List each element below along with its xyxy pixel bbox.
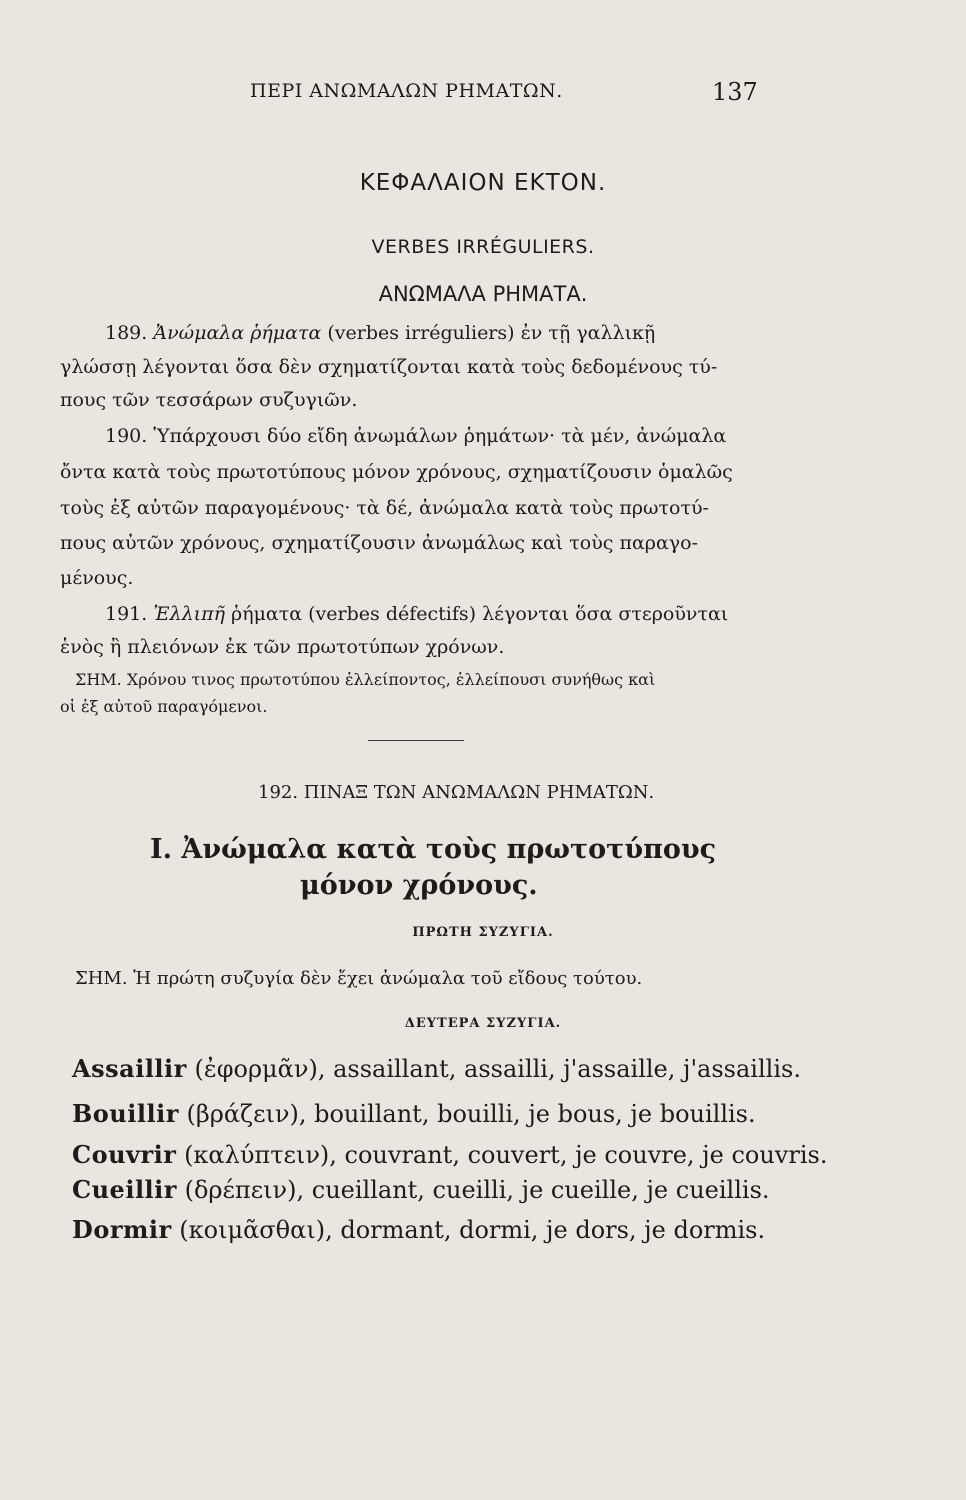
first-conjugation-note: ΣΗΜ. Ἡ πρώτη συζυγία δὲν ἔχει ἀνώμαλα τοῦ εἴδους τούτου. — [75, 968, 643, 989]
verb-forms: (δρέπειν), cueillant, cueilli, je cueille, je cueillis. — [184, 1176, 770, 1204]
divider — [368, 740, 464, 741]
section-190-line-2: ὄντα κατὰ τοὺς πρωτοτύπους μόνον χρόνους, σχηματίζουσιν ὁμαλῶς — [60, 461, 733, 483]
verb-infinitive: Assaillir — [72, 1054, 187, 1083]
section-number: 191. — [105, 603, 148, 625]
section-190-line-3: τοὺς ἐξ αὐτῶν παραγομένους· τὰ δέ, ἀνώμαλα κατὰ τοὺς πρωτοτύ- — [60, 497, 709, 519]
second-conjugation-heading: ΔΕΥΤΕΡΑ ΣΥΖΥΓΙΑ. — [404, 1016, 562, 1031]
verb-forms: (κοιμᾶσθαι), dormant, dormi, je dors, je dormis. — [179, 1216, 766, 1244]
defined-term: ῥήματα — [250, 322, 322, 344]
note-line-1: ΣΗΜ. Χρόνου τινος πρωτοτύπου ἐλλείποντος, ἐλλείπουσι συνήθως καὶ — [75, 670, 656, 689]
verb-entry — [72, 1175, 770, 1204]
paragraph-text: (verbes irréguliers) ἐν τῇ γαλλικῇ — [327, 322, 656, 344]
page-number: 137 — [712, 78, 758, 106]
section-190-line-4: πους αὐτῶν χρόνους, σχηματίζουσιν ἀνωμάλως καὶ τοὺς παραγο- — [60, 532, 698, 554]
chapter-subtitle: ΑΝΩΜΑΛΑ ΡΗΜΑΤΑ. — [378, 282, 588, 306]
section-191-line-1 — [105, 603, 728, 626]
verb-infinitive: Couvrir — [72, 1140, 177, 1169]
chapter-title: ΚΕΦΑΛΑΙΟΝ ΕΚΤΟΝ. — [359, 170, 607, 196]
verb-forms: (βράζειν), bouillant, bouilli, je bous, je bouillis. — [186, 1100, 756, 1128]
section-189-line-1 — [105, 322, 655, 345]
chapter-french-title: VERBES IRRÉGULIERS. — [371, 236, 595, 258]
paragraph-text: ῥήματα (verbes défectifs) λέγονται ὅσα στεροῦνται — [231, 603, 729, 625]
verb-infinitive: Cueillir — [72, 1175, 177, 1204]
section-190-line-5: μένους. — [60, 567, 134, 589]
verb-infinitive: Bouillir — [72, 1099, 179, 1128]
verb-entry — [72, 1099, 756, 1128]
verb-infinitive: Dormir — [72, 1215, 172, 1244]
section-189-line-2: γλώσσῃ λέγονται ὅσα δὲν σχηματίζονται κατὰ τοὺς δεδομένους τύ- — [60, 356, 718, 378]
verb-entry — [72, 1054, 801, 1083]
section-190-line-1: 190. Ὑπάρχουσι δύο εἴδη ἀνωμάλων ῥημάτων· τὰ μέν, ἀνώμαλα — [105, 425, 727, 447]
section-189-line-3: πους τῶν τεσσάρων συζυγιῶν. — [60, 389, 358, 411]
first-conjugation-heading: ΠΡΩΤΗ ΣΥΖΥΓΙΑ. — [412, 925, 554, 940]
category-heading: I. Ἀνώμαλα κατὰ τοὺς πρωτοτύπους — [150, 834, 717, 865]
verb-entry — [72, 1215, 765, 1244]
category-heading-cont: μόνον χρόνους. — [300, 870, 538, 901]
section-number: 189. — [105, 322, 148, 344]
verb-entry — [72, 1140, 827, 1169]
section-191-line-2: ἑνὸς ἢ πλειόνων ἐκ τῶν πρωτοτύπων χρόνων. — [60, 636, 505, 658]
running-header: ΠΕΡΙ ΑΝΩΜΑΛΩΝ ΡΗΜΑΤΩΝ. — [250, 80, 563, 102]
verb-forms: (ἐφορμᾶν), assaillant, assailli, j'assaille, j'assaillis. — [194, 1055, 801, 1083]
defined-term: Ἀνώμαλα — [153, 322, 245, 344]
verb-forms: (καλύπτειν), couvrant, couvert, je couvre, je couvris. — [184, 1141, 828, 1169]
defined-term: Ἐλλιπῆ — [153, 603, 225, 625]
table-title: 192. ΠΙΝΑΞ ΤΩΝ ΑΝΩΜΑΛΩΝ ΡΗΜΑΤΩΝ. — [258, 782, 655, 803]
note-line-2: οἱ ἐξ αὐτοῦ παραγόμενοι. — [60, 697, 268, 716]
